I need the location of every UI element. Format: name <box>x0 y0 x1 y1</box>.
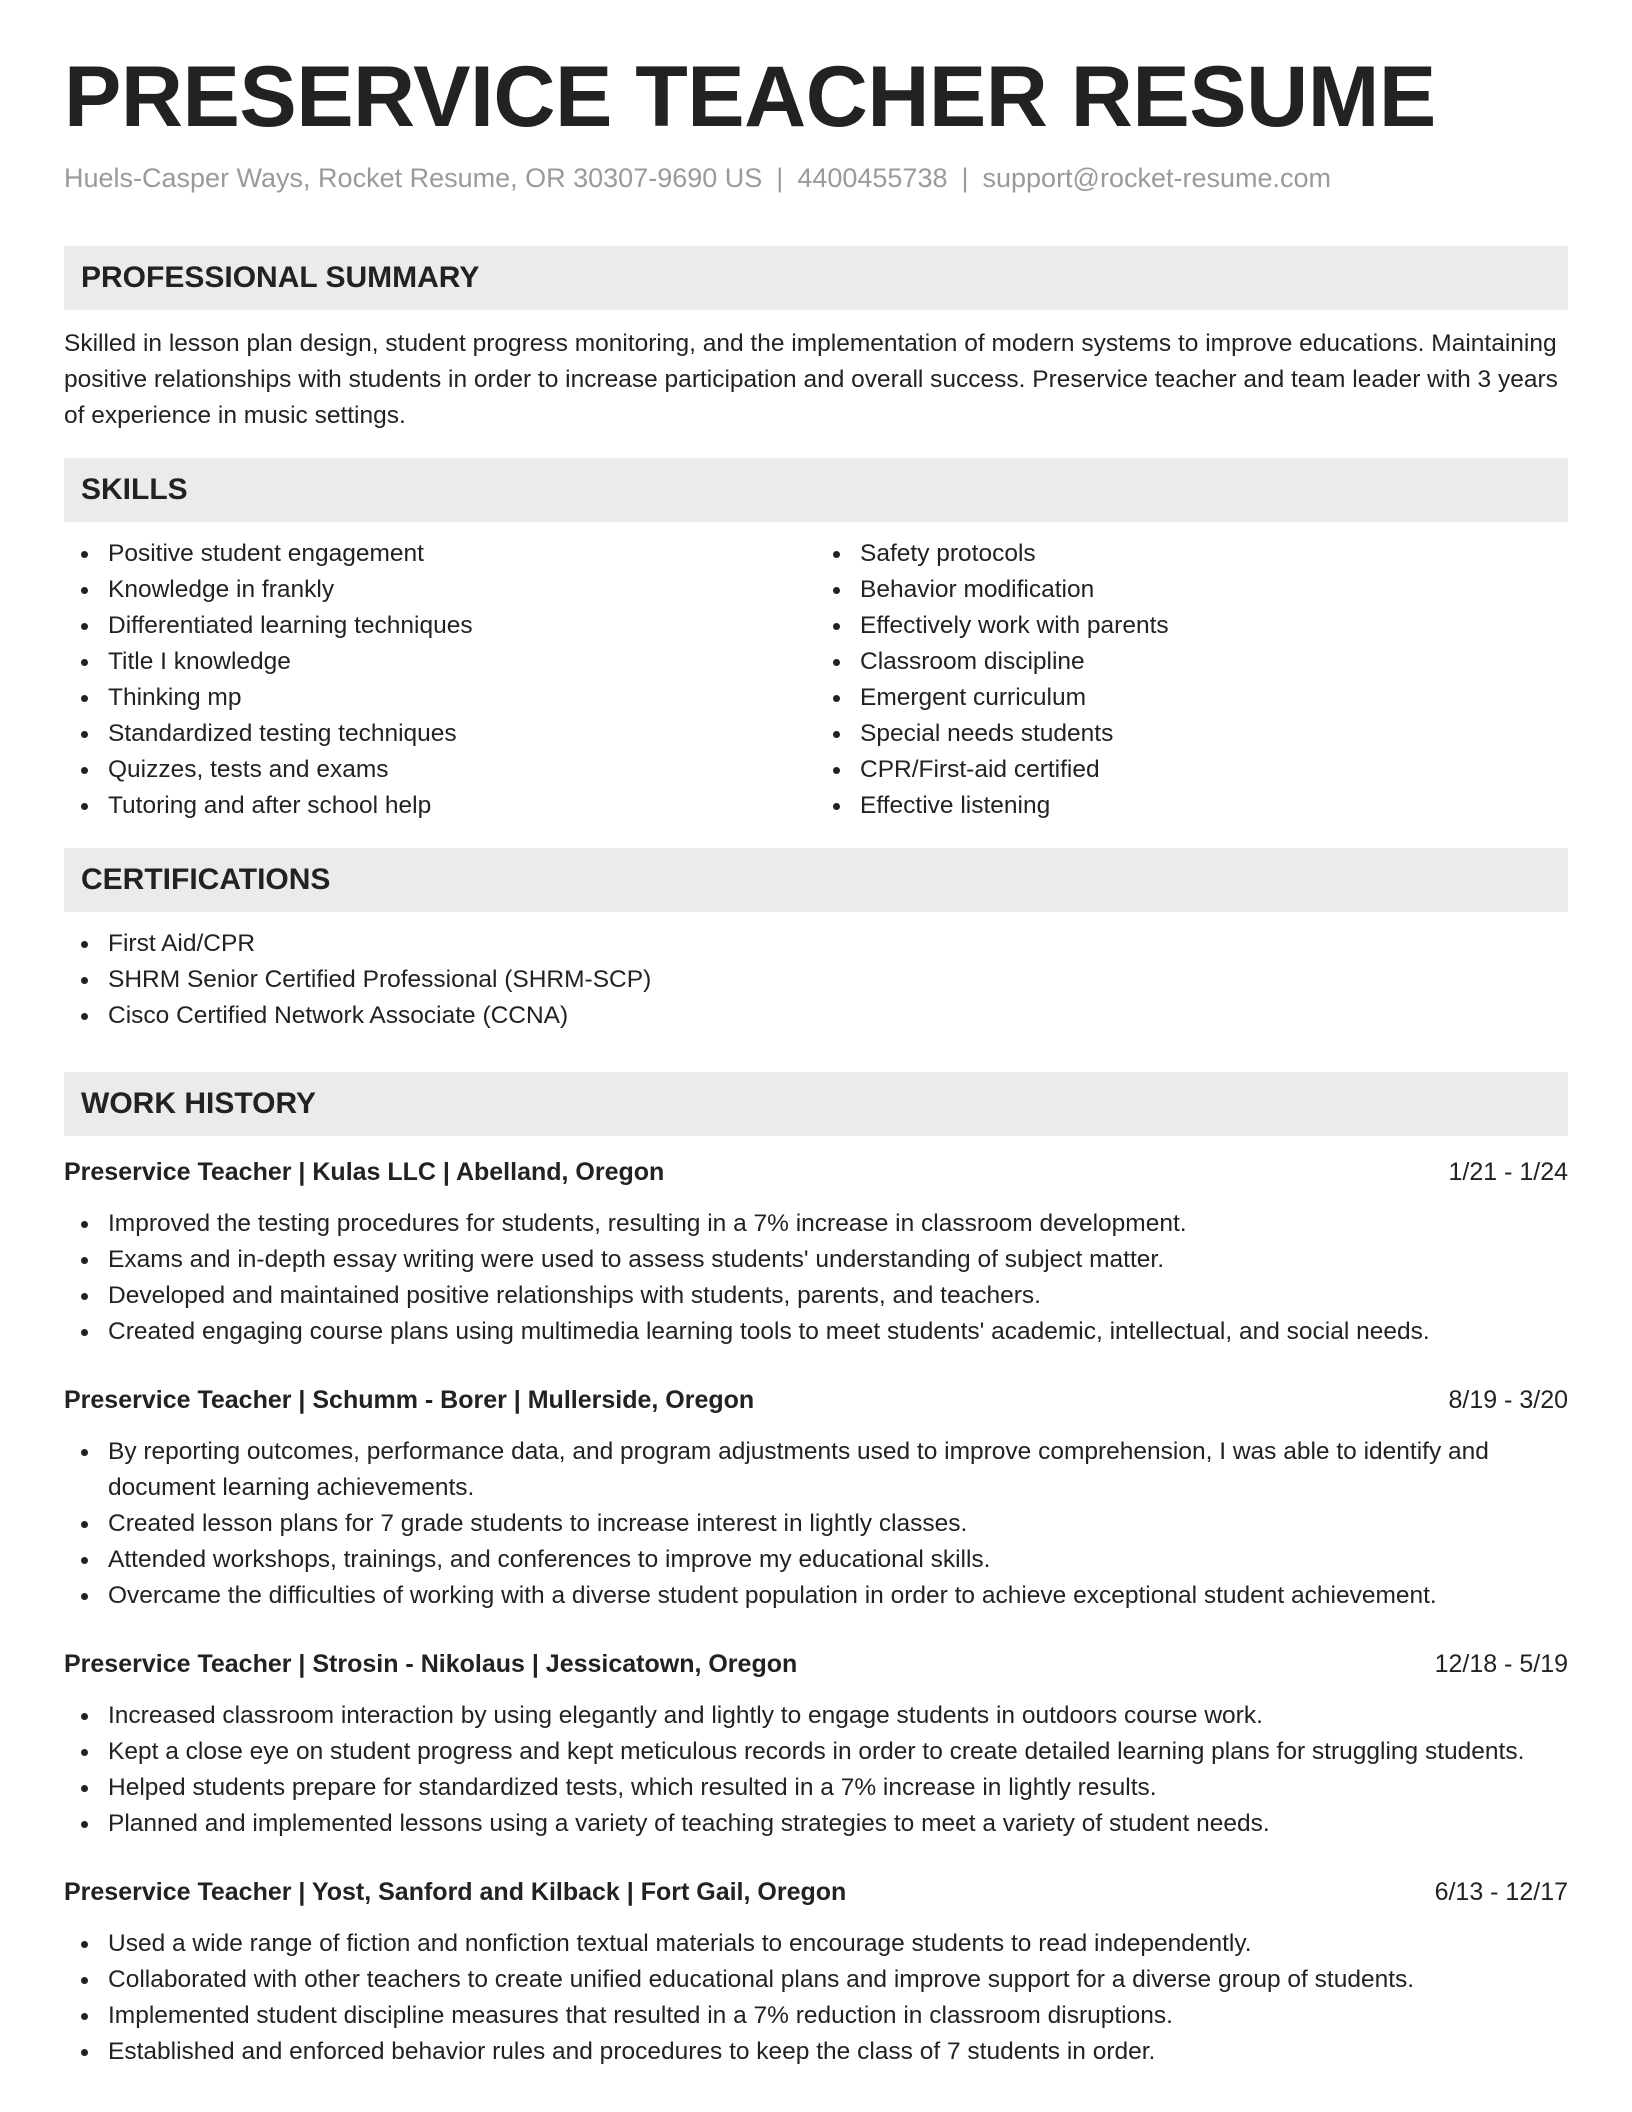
list-item: Developed and maintained positive relationships with students, parents, and teachers. <box>64 1278 1568 1314</box>
list-item: Improved the testing procedures for students, resulting in a 7% increase in classroom development. <box>64 1206 1568 1242</box>
summary-text: Skilled in lesson plan design, student progress monitoring, and the implementation of modern systems to improve educations. Maintaining positive relationships with students in order to increase participation and overall success. Preservice teacher and team leader with 3 years of experience in music settings. <box>64 329 1558 429</box>
section-header-skills: SKILLS <box>64 458 1568 522</box>
job-dates: 6/13 - 12/17 <box>1434 1877 1568 1906</box>
list-item: Implemented student discipline measures that resulted in a 7% reduction in classroom disruptions. <box>64 1998 1568 2034</box>
list-item: Created engaging course plans using multimedia learning tools to meet students' academic, intellectual, and social needs. <box>64 1314 1568 1350</box>
job-title: Preservice Teacher | Strosin - Nikolaus | Jessicatown, Oregon <box>64 1649 798 1678</box>
list-item: Increased classroom interaction by using elegantly and lightly to engage students in outdoors course work. <box>64 1698 1568 1734</box>
job-title: Preservice Teacher | Schumm - Borer | Mullerside, Oregon <box>64 1385 755 1414</box>
list-item: First Aid/CPR <box>64 926 1568 962</box>
job-dates: 12/18 - 5/19 <box>1434 1649 1568 1678</box>
contact-separator: | <box>776 162 784 193</box>
skills-column-left <box>64 536 816 824</box>
list-item: Title I knowledge <box>64 644 816 680</box>
list-item: Planned and implemented lessons using a variety of teaching strategies to meet a variety of student needs. <box>64 1806 1568 1842</box>
list-item: Established and enforced behavior rules and procedures to keep the class of 7 students in order. <box>64 2034 1568 2070</box>
job-bullets <box>64 1206 1568 1350</box>
list-item: Behavior modification <box>816 572 1568 608</box>
job-entry <box>64 1874 1568 2070</box>
list-item: Standardized testing techniques <box>64 716 816 752</box>
list-item: Emergent curriculum <box>816 680 1568 716</box>
contact-line <box>64 161 1568 196</box>
job-bullets <box>64 1434 1568 1614</box>
job-header <box>64 1382 1568 1418</box>
list-item: Differentiated learning techniques <box>64 608 816 644</box>
certifications-list <box>64 926 1568 1034</box>
skills-column-right <box>816 536 1568 824</box>
job-header <box>64 1646 1568 1682</box>
list-item: Tutoring and after school help <box>64 788 816 824</box>
job-entry <box>64 1154 1568 1350</box>
section-header-certifications: CERTIFICATIONS <box>64 848 1568 912</box>
job-title: Preservice Teacher | Kulas LLC | Abelland, Oregon <box>64 1157 665 1186</box>
list-item: Special needs students <box>816 716 1568 752</box>
list-item: SHRM Senior Certified Professional (SHRM-SCP) <box>64 962 1568 998</box>
job-dates: 8/19 - 3/20 <box>1448 1385 1568 1414</box>
list-item: Knowledge in frankly <box>64 572 816 608</box>
list-item: Safety protocols <box>816 536 1568 572</box>
list-item: Effective listening <box>816 788 1568 824</box>
list-item: Positive student engagement <box>64 536 816 572</box>
job-bullets <box>64 1926 1568 2070</box>
list-item: Classroom discipline <box>816 644 1568 680</box>
list-item: Used a wide range of fiction and nonfiction textual materials to encourage students to read independently. <box>64 1926 1568 1962</box>
list-item: CPR/First-aid certified <box>816 752 1568 788</box>
contact-email[interactable]: support@rocket-resume.com <box>982 162 1332 193</box>
list-item: Attended workshops, trainings, and conferences to improve my educational skills. <box>64 1542 1568 1578</box>
job-entry <box>64 1382 1568 1614</box>
list-item: Overcame the difficulties of working with a diverse student population in order to achieve exceptional student achievement. <box>64 1578 1568 1614</box>
section-header-summary: PROFESSIONAL SUMMARY <box>64 246 1568 310</box>
list-item: By reporting outcomes, performance data, and program adjustments used to improve comprehension, I was able to identify and document learning achievements. <box>64 1434 1568 1506</box>
list-item: Effectively work with parents <box>816 608 1568 644</box>
job-header <box>64 1154 1568 1190</box>
list-item: Exams and in-depth essay writing were used to assess students' understanding of subject matter. <box>64 1242 1568 1278</box>
contact-phone: 4400455738 <box>797 162 948 193</box>
job-header <box>64 1874 1568 1910</box>
resume-title: PRESERVICE TEACHER RESUME <box>64 49 1436 145</box>
list-item: Thinking mp <box>64 680 816 716</box>
skills-list <box>64 536 1568 824</box>
job-title: Preservice Teacher | Yost, Sanford and Kilback | Fort Gail, Oregon <box>64 1877 847 1906</box>
list-item: Kept a close eye on student progress and kept meticulous records in order to create detailed learning plans for struggling students. <box>64 1734 1568 1770</box>
contact-address: Huels-Casper Ways, Rocket Resume, OR 30307-9690 US <box>64 162 763 193</box>
job-entry <box>64 1646 1568 1842</box>
list-item: Created lesson plans for 7 grade students to increase interest in lightly classes. <box>64 1506 1568 1542</box>
job-dates: 1/21 - 1/24 <box>1448 1157 1568 1186</box>
list-item: Quizzes, tests and exams <box>64 752 816 788</box>
section-header-work-history: WORK HISTORY <box>64 1072 1568 1136</box>
list-item: Helped students prepare for standardized tests, which resulted in a 7% increase in lightly results. <box>64 1770 1568 1806</box>
contact-separator: | <box>961 162 969 193</box>
job-bullets <box>64 1698 1568 1842</box>
list-item: Cisco Certified Network Associate (CCNA) <box>64 998 1568 1034</box>
list-item: Collaborated with other teachers to create unified educational plans and improve support for a diverse group of students. <box>64 1962 1568 1998</box>
